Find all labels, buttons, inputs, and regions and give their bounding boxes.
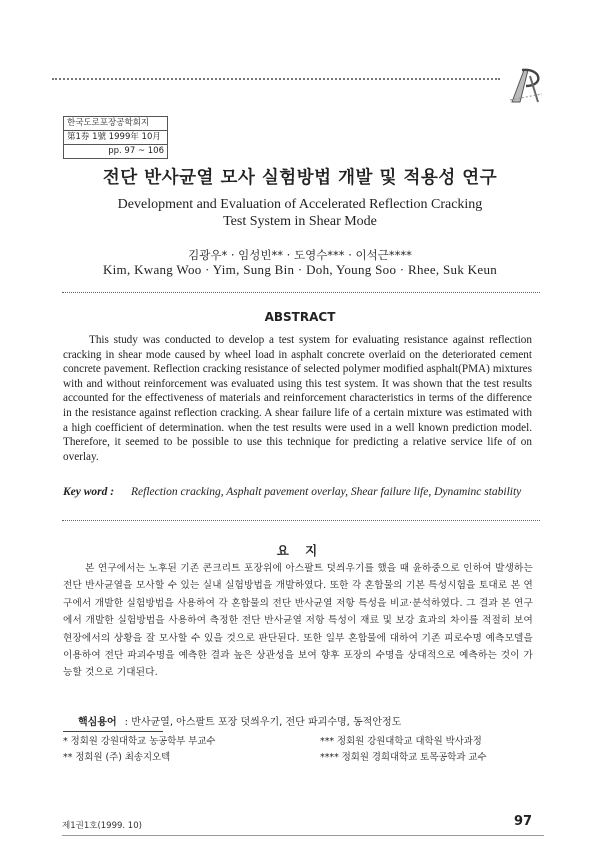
footnote-rule (63, 731, 163, 732)
footnote-author3: *** 정회원 강원대학교 대학원 박사과정 (320, 736, 482, 747)
journal-logo-icon (508, 64, 544, 104)
divider-middle (62, 520, 540, 521)
footer-rule (62, 835, 544, 836)
keywords-value: Reflection cracking, Asphalt pavement overlay, Shear failure life, Dynaminc stability (131, 486, 522, 498)
authors-korean: 김광우* · 임성빈** · 도영수*** · 이석근**** (188, 248, 412, 262)
footnote-author2: ** 정회원 (주) 최송지오텍 (63, 752, 171, 763)
korean-abstract-body: 본 연구에서는 노후된 기존 콘크리트 포장위에 아스팔트 덧씌우기를 했을 때 윤하중으로 인하여 발생하는 전단 반사균열을 모사할 수 있는 실내 실험방법을 개발하였다. 또한 각 혼합물의 기본 특성시험을 토대로 본 연구에서 개발한 실험방법을 사용하여 각 혼합물의 전단 반사균열 저항 특성을 비교·분석하였다. 그 결과 본 연구에서 개발한 실험방법을 사용하여 측정한 전단 반사균열 저항 특성이 재료 및 보강 효과의 차이를 적절히 보여 현장에서의 상황을 잘 모사할 수 있을 것으로 판단된다. 또한 일부 혼합물에 대하여 기존 피로수명 예측모델을 이용하여 전단 파괴수명을 예측한 결과 높은 상관성을 보여 향후 포장의 수명을 상대적으로 예측하는 것이 가능할 것으로 기대된다. (63, 563, 533, 679)
abstract-body: This study was conducted to develop a test system for evaluating resistance against reflection cracking in shear mode caused by wheel load in asphalt concrete overlaid on the deteriorated cement concrete pavement. Reflection cracking resistance of selected polymer modified asphalt(PMA) mixtures with and without reinforcement was evaluated using this test system. It was shown that the test results accounted for the effectiveness of materials and reinforcement characteristics in terms of the difference in the resistance against reflection cracking. A shear failure life of a certain mixture was estimated with a high coefficient of determination. when the test results were used in a well known prediction model. Therefore, it seemed to be possible to use this technique for predicting a relative service life of on overlay. (63, 334, 532, 463)
title-english-line2: Test System in Shear Mode (223, 214, 377, 229)
footer-page-number: 97 (514, 814, 533, 829)
divider-top (62, 292, 540, 293)
journal-pages: pp. 97 ~ 106 (108, 146, 164, 156)
korean-keywords (78, 713, 401, 728)
title-english-line1: Development and Evaluation of Accelerated Reflection Cracking (117, 197, 483, 212)
korean-keywords-value: : 반사균열, 아스팔트 포장 덧씌우기, 전단 파괴수명, 동적안정도 (124, 717, 402, 728)
korean-abstract-heading: 요 지 (276, 543, 324, 558)
keywords-label: Key word : (63, 486, 115, 498)
title-english (0, 196, 600, 230)
journal-volume: 第1券 1號 1999年 10月 (64, 131, 167, 145)
abstract-heading: ABSTRACT (264, 310, 336, 324)
header-dotted-rule (52, 78, 500, 80)
footnote-author4: **** 정회원 경희대학교 토목공학과 교수 (320, 752, 487, 763)
footnote-author1: * 정회원 강원대학교 농공학부 부교수 (63, 736, 216, 747)
journal-info-box (63, 116, 168, 159)
title-korean: 전단 반사균열 모사 실험방법 개발 및 적용성 연구 (102, 168, 498, 188)
journal-name: 한국도로포장공학회지 (64, 117, 167, 131)
footer-issue: 제1권1호(1999. 10) (62, 821, 142, 831)
korean-keywords-label: 핵심용어 (78, 717, 117, 728)
authors-english: Kim, Kwang Woo · Yim, Sung Bin · Doh, Young Soo · Rhee, Suk Keun (102, 262, 498, 277)
